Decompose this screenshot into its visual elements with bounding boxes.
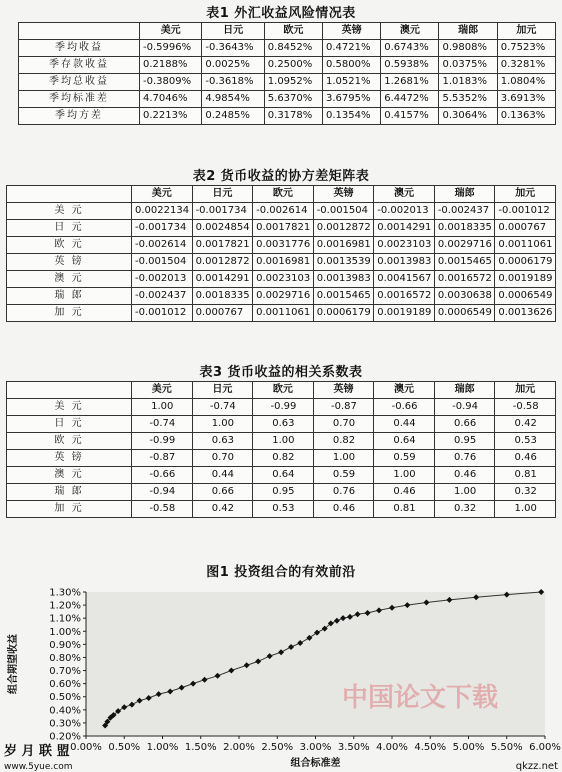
table-cell: 0.0029716 bbox=[253, 288, 314, 305]
chart-title: 图1 投资组合的有效前沿 bbox=[206, 565, 356, 580]
table-cell: 0.0006549 bbox=[495, 288, 556, 305]
x-tick-label: 2.00% bbox=[223, 742, 255, 753]
table-cell: 0.1363% bbox=[497, 108, 555, 125]
table-cell: 0.0022134 bbox=[132, 203, 193, 220]
column-header: 瑞郎 bbox=[439, 23, 497, 40]
watermark-url-left: www.5yue.com bbox=[4, 762, 73, 772]
table-cell: -0.002437 bbox=[132, 288, 193, 305]
y-tick-label: 0.80% bbox=[49, 652, 81, 664]
table-cell: 0.32 bbox=[495, 484, 556, 501]
table-cell: 0.46 bbox=[313, 501, 374, 518]
table-cell: -0.74 bbox=[132, 416, 193, 433]
table-cell: 0.0018335 bbox=[192, 288, 253, 305]
table-cell: -0.99 bbox=[253, 399, 314, 416]
table-cell: 0.5800% bbox=[323, 57, 381, 74]
row-label: 英 镑 bbox=[7, 450, 132, 467]
table-cell: 0.70 bbox=[313, 416, 374, 433]
row-label: 加 元 bbox=[7, 501, 132, 518]
table-cell: 0.0006549 bbox=[434, 305, 495, 322]
table-cell: 0.2188% bbox=[140, 57, 202, 74]
x-tick-label: 4.50% bbox=[414, 742, 447, 753]
table-cell: -0.5996% bbox=[140, 40, 202, 57]
table-row bbox=[7, 501, 556, 518]
table-cell: 1.00 bbox=[495, 501, 556, 518]
table-row bbox=[19, 74, 556, 91]
table-cell: 0.9808% bbox=[439, 40, 497, 57]
table-cell: 1.00 bbox=[192, 416, 253, 433]
table-cell: 0.66 bbox=[434, 416, 495, 433]
table-row bbox=[19, 108, 556, 125]
table-cell: 1.0521% bbox=[323, 74, 381, 91]
table-cell: -0.002614 bbox=[253, 203, 314, 220]
row-label: 美 元 bbox=[7, 399, 132, 416]
table-cell: 0.0024854 bbox=[192, 220, 253, 237]
table-cell: 0.70 bbox=[192, 450, 253, 467]
table-cell: 0.46 bbox=[434, 467, 495, 484]
y-tick-label: 0.70% bbox=[49, 666, 81, 678]
table-row bbox=[19, 40, 556, 57]
row-label: 季均标准差 bbox=[19, 91, 140, 108]
table-cell: 0.76 bbox=[313, 484, 374, 501]
y-tick-label: 0.30% bbox=[49, 718, 81, 730]
column-header: 英镑 bbox=[313, 382, 374, 399]
table-cell: 0.0012872 bbox=[192, 254, 253, 271]
table-cell: -0.94 bbox=[434, 399, 495, 416]
table-cell: -0.87 bbox=[132, 450, 193, 467]
row-label: 英 镑 bbox=[7, 254, 132, 271]
table1-body bbox=[19, 23, 556, 125]
table-cell: 0.2485% bbox=[202, 108, 264, 125]
table3 bbox=[6, 381, 556, 518]
table-cell: 0.0015465 bbox=[313, 288, 374, 305]
table-cell: 3.6913% bbox=[497, 91, 555, 108]
table-cell: 0.2213% bbox=[140, 108, 202, 125]
table-cell: 0.44 bbox=[192, 467, 253, 484]
table-cell: -0.94 bbox=[132, 484, 193, 501]
table-cell: 0.82 bbox=[313, 433, 374, 450]
table-cell: 0.59 bbox=[313, 467, 374, 484]
table-cell: 0.0017821 bbox=[192, 237, 253, 254]
table-cell: 0.63 bbox=[192, 433, 253, 450]
table-cell: 0.0041567 bbox=[374, 271, 435, 288]
table-cell: -0.001504 bbox=[132, 254, 193, 271]
watermark-center: 中国论文下载 bbox=[341, 683, 499, 713]
table-cell: 0.42 bbox=[495, 416, 556, 433]
table-cell: 0.7523% bbox=[497, 40, 555, 57]
table-cell: 0.4721% bbox=[323, 40, 381, 57]
table-row bbox=[7, 237, 556, 254]
y-tick-label: 1.30% bbox=[49, 587, 81, 599]
table-cell: -0.66 bbox=[374, 399, 435, 416]
table-row bbox=[19, 91, 556, 108]
table-cell: 0.0029716 bbox=[434, 237, 495, 254]
table-cell: 0.0014291 bbox=[374, 220, 435, 237]
table-row bbox=[7, 399, 556, 416]
table-cell: 5.5352% bbox=[439, 91, 497, 108]
table-cell: 0.8452% bbox=[264, 40, 322, 57]
column-header: 英镑 bbox=[323, 23, 381, 40]
table-row bbox=[7, 450, 556, 467]
table-cell: -0.74 bbox=[192, 399, 253, 416]
x-tick-label: 0.50% bbox=[108, 742, 141, 753]
table-cell: -0.001734 bbox=[192, 203, 253, 220]
table-cell: 0.6743% bbox=[381, 40, 439, 57]
y-tick-label: 0.90% bbox=[49, 639, 81, 651]
row-label: 澳 元 bbox=[7, 271, 132, 288]
table-cell: -0.001734 bbox=[132, 220, 193, 237]
table-cell: 0.0006179 bbox=[313, 305, 374, 322]
table-cell: -0.002614 bbox=[132, 237, 193, 254]
table-cell: 0.0014291 bbox=[192, 271, 253, 288]
table-cell: 6.4472% bbox=[381, 91, 439, 108]
table-cell: 0.0023103 bbox=[374, 237, 435, 254]
table-cell: -0.99 bbox=[132, 433, 193, 450]
column-header: 美元 bbox=[132, 186, 193, 203]
table-cell: 0.0031776 bbox=[253, 237, 314, 254]
table-cell: -0.3618% bbox=[202, 74, 264, 91]
row-label: 季存款收益 bbox=[19, 57, 140, 74]
column-header: 澳元 bbox=[381, 23, 439, 40]
table-cell: 0.76 bbox=[434, 450, 495, 467]
table-cell: 0.0013539 bbox=[313, 254, 374, 271]
table-cell: 0.0011061 bbox=[495, 237, 556, 254]
table-cell: 0.0013983 bbox=[374, 254, 435, 271]
table-cell: 0.4157% bbox=[381, 108, 439, 125]
x-tick-label: 4.00% bbox=[376, 742, 408, 753]
watermark-logo: 岁 月 联 盟 bbox=[4, 744, 70, 759]
table-cell: -0.001012 bbox=[132, 305, 193, 322]
table-cell: 0.0013983 bbox=[313, 271, 374, 288]
row-label: 瑞 郎 bbox=[7, 484, 132, 501]
x-tick-label: 0.00% bbox=[70, 742, 102, 753]
table-cell: 1.2681% bbox=[381, 74, 439, 91]
table-cell: -0.001504 bbox=[313, 203, 374, 220]
column-header: 澳元 bbox=[374, 186, 435, 203]
table-cell: 0.0013626 bbox=[495, 305, 556, 322]
table3-header-row bbox=[7, 382, 556, 399]
column-header: 英镑 bbox=[313, 186, 374, 203]
table-cell: 0.82 bbox=[253, 450, 314, 467]
table-cell: 0.0016981 bbox=[313, 237, 374, 254]
y-tick-label: 0.20% bbox=[49, 731, 81, 743]
table-cell: 0.0019189 bbox=[374, 305, 435, 322]
table-cell: 0.0015465 bbox=[434, 254, 495, 271]
table-cell: 0.000767 bbox=[495, 220, 556, 237]
table-row bbox=[7, 467, 556, 484]
table-cell: 0.0017821 bbox=[253, 220, 314, 237]
table-row bbox=[7, 433, 556, 450]
y-tick-label: 0.40% bbox=[49, 705, 81, 717]
x-tick-label: 3.50% bbox=[337, 742, 370, 753]
row-label: 季均方差 bbox=[19, 108, 140, 125]
column-header bbox=[7, 382, 132, 399]
table-row bbox=[19, 57, 556, 74]
x-tick-label: 6.00% bbox=[529, 742, 561, 753]
table-cell: 0.0016981 bbox=[253, 254, 314, 271]
watermark-url-right: qkzz.net bbox=[515, 761, 558, 772]
table-cell: 0.0025% bbox=[202, 57, 264, 74]
table-cell: -0.3809% bbox=[140, 74, 202, 91]
table-cell: 0.0030638 bbox=[434, 288, 495, 305]
x-axis-title: 组合标准差 bbox=[290, 758, 341, 769]
table-cell: 0.0012872 bbox=[313, 220, 374, 237]
table-cell: 0.0019189 bbox=[495, 271, 556, 288]
row-label: 季均收益 bbox=[19, 40, 140, 57]
table-cell: -0.001012 bbox=[495, 203, 556, 220]
table-cell: -0.3643% bbox=[202, 40, 264, 57]
row-label: 欧 元 bbox=[7, 237, 132, 254]
table2-header-row bbox=[7, 186, 556, 203]
x-tick-label: 5.50% bbox=[490, 742, 523, 753]
column-header bbox=[19, 23, 140, 40]
column-header: 加元 bbox=[495, 186, 556, 203]
table-cell: 0.95 bbox=[434, 433, 495, 450]
row-label: 欧 元 bbox=[7, 433, 132, 450]
table-cell: 3.6795% bbox=[323, 91, 381, 108]
table-cell: 1.00 bbox=[434, 484, 495, 501]
table-cell: 0.0016572 bbox=[374, 288, 435, 305]
plot-area bbox=[86, 592, 545, 736]
table-cell: 0.46 bbox=[374, 484, 435, 501]
table-cell: 0.44 bbox=[374, 416, 435, 433]
column-header: 加元 bbox=[495, 382, 556, 399]
table-cell: 0.0375% bbox=[439, 57, 497, 74]
y-tick-label: 1.10% bbox=[49, 613, 81, 625]
table-cell: 0.5938% bbox=[381, 57, 439, 74]
table-cell: 0.0011061 bbox=[253, 305, 314, 322]
table-cell: -0.58 bbox=[495, 399, 556, 416]
table1-header-row bbox=[19, 23, 556, 40]
table-cell: 0.2500% bbox=[264, 57, 322, 74]
x-tick-label: 2.50% bbox=[261, 742, 294, 753]
table-cell: 0.0016572 bbox=[434, 271, 495, 288]
row-label: 日 元 bbox=[7, 416, 132, 433]
y-axis-title: 组合期望收益 bbox=[8, 634, 19, 694]
row-label: 日 元 bbox=[7, 220, 132, 237]
table-cell: 0.64 bbox=[253, 467, 314, 484]
row-label: 加 元 bbox=[7, 305, 132, 322]
table-cell: 0.46 bbox=[495, 450, 556, 467]
table-cell: 0.3178% bbox=[264, 108, 322, 125]
table-row bbox=[7, 416, 556, 433]
table-row bbox=[7, 271, 556, 288]
y-tick-label: 0.60% bbox=[49, 679, 81, 691]
table-cell: 0.81 bbox=[374, 501, 435, 518]
table1-title: 表1 外汇收益风险情况表 bbox=[206, 6, 356, 21]
table-cell: -0.002013 bbox=[374, 203, 435, 220]
table-cell: 0.1354% bbox=[323, 108, 381, 125]
x-tick-label: 1.00% bbox=[146, 742, 179, 753]
table-cell: 1.00 bbox=[374, 467, 435, 484]
y-tick-label: 0.50% bbox=[49, 692, 81, 704]
column-header: 日元 bbox=[192, 186, 253, 203]
table-cell: 0.59 bbox=[374, 450, 435, 467]
table-cell: -0.002437 bbox=[434, 203, 495, 220]
x-tick-label: 5.00% bbox=[452, 742, 485, 753]
column-header: 加元 bbox=[497, 23, 555, 40]
table-cell: 0.64 bbox=[374, 433, 435, 450]
column-header: 瑞郎 bbox=[434, 382, 495, 399]
column-header: 欧元 bbox=[253, 382, 314, 399]
efficient-frontier-chart bbox=[0, 578, 562, 772]
column-header: 澳元 bbox=[374, 382, 435, 399]
table-cell: 0.53 bbox=[495, 433, 556, 450]
column-header bbox=[7, 186, 132, 203]
table-row bbox=[7, 305, 556, 322]
table-cell: 0.81 bbox=[495, 467, 556, 484]
column-header: 美元 bbox=[140, 23, 202, 40]
table-cell: 0.3064% bbox=[439, 108, 497, 125]
table-cell: 1.00 bbox=[313, 450, 374, 467]
table-cell: 0.000767 bbox=[192, 305, 253, 322]
table2-body bbox=[7, 186, 556, 322]
table-cell: 1.00 bbox=[253, 433, 314, 450]
column-header: 日元 bbox=[192, 382, 253, 399]
column-header: 日元 bbox=[202, 23, 264, 40]
table-cell: 0.63 bbox=[253, 416, 314, 433]
row-label: 季均总收益 bbox=[19, 74, 140, 91]
table-row bbox=[7, 220, 556, 237]
table2 bbox=[6, 185, 556, 322]
table-cell: 0.53 bbox=[253, 501, 314, 518]
column-header: 欧元 bbox=[253, 186, 314, 203]
table-cell: 0.0006179 bbox=[495, 254, 556, 271]
table-cell: 4.9854% bbox=[202, 91, 264, 108]
table-cell: 0.42 bbox=[192, 501, 253, 518]
table-cell: 0.66 bbox=[192, 484, 253, 501]
table-cell: 0.3281% bbox=[497, 57, 555, 74]
column-header: 欧元 bbox=[264, 23, 322, 40]
table3-body bbox=[7, 382, 556, 518]
table-cell: 1.0952% bbox=[264, 74, 322, 91]
row-label: 澳 元 bbox=[7, 467, 132, 484]
table-cell: 1.00 bbox=[132, 399, 193, 416]
table3-title: 表3 货币收益的相关系数表 bbox=[199, 365, 363, 380]
table-cell: 0.32 bbox=[434, 501, 495, 518]
x-tick-label: 3.00% bbox=[299, 742, 332, 753]
table-cell: 0.0023103 bbox=[253, 271, 314, 288]
table-cell: 5.6370% bbox=[264, 91, 322, 108]
y-tick-label: 1.00% bbox=[49, 626, 81, 638]
row-label: 美 元 bbox=[7, 203, 132, 220]
table-cell: 1.0183% bbox=[439, 74, 497, 91]
table-row bbox=[7, 484, 556, 501]
table-row bbox=[7, 203, 556, 220]
row-label: 瑞 郎 bbox=[7, 288, 132, 305]
table-row bbox=[7, 254, 556, 271]
table-cell: -0.002013 bbox=[132, 271, 193, 288]
table2-title: 表2 货币收益的协方差矩阵表 bbox=[192, 169, 370, 184]
y-tick-label: 1.20% bbox=[49, 600, 81, 612]
table1 bbox=[18, 22, 556, 125]
column-header: 美元 bbox=[132, 382, 193, 399]
table-cell: 0.0018335 bbox=[434, 220, 495, 237]
table-cell: -0.87 bbox=[313, 399, 374, 416]
table-cell: 0.95 bbox=[253, 484, 314, 501]
table-cell: -0.58 bbox=[132, 501, 193, 518]
column-header: 瑞郎 bbox=[434, 186, 495, 203]
table-cell: 1.0804% bbox=[497, 74, 555, 91]
x-tick-label: 1.50% bbox=[184, 742, 217, 753]
table-cell: -0.66 bbox=[132, 467, 193, 484]
table-cell: 4.7046% bbox=[140, 91, 202, 108]
table-row bbox=[7, 288, 556, 305]
